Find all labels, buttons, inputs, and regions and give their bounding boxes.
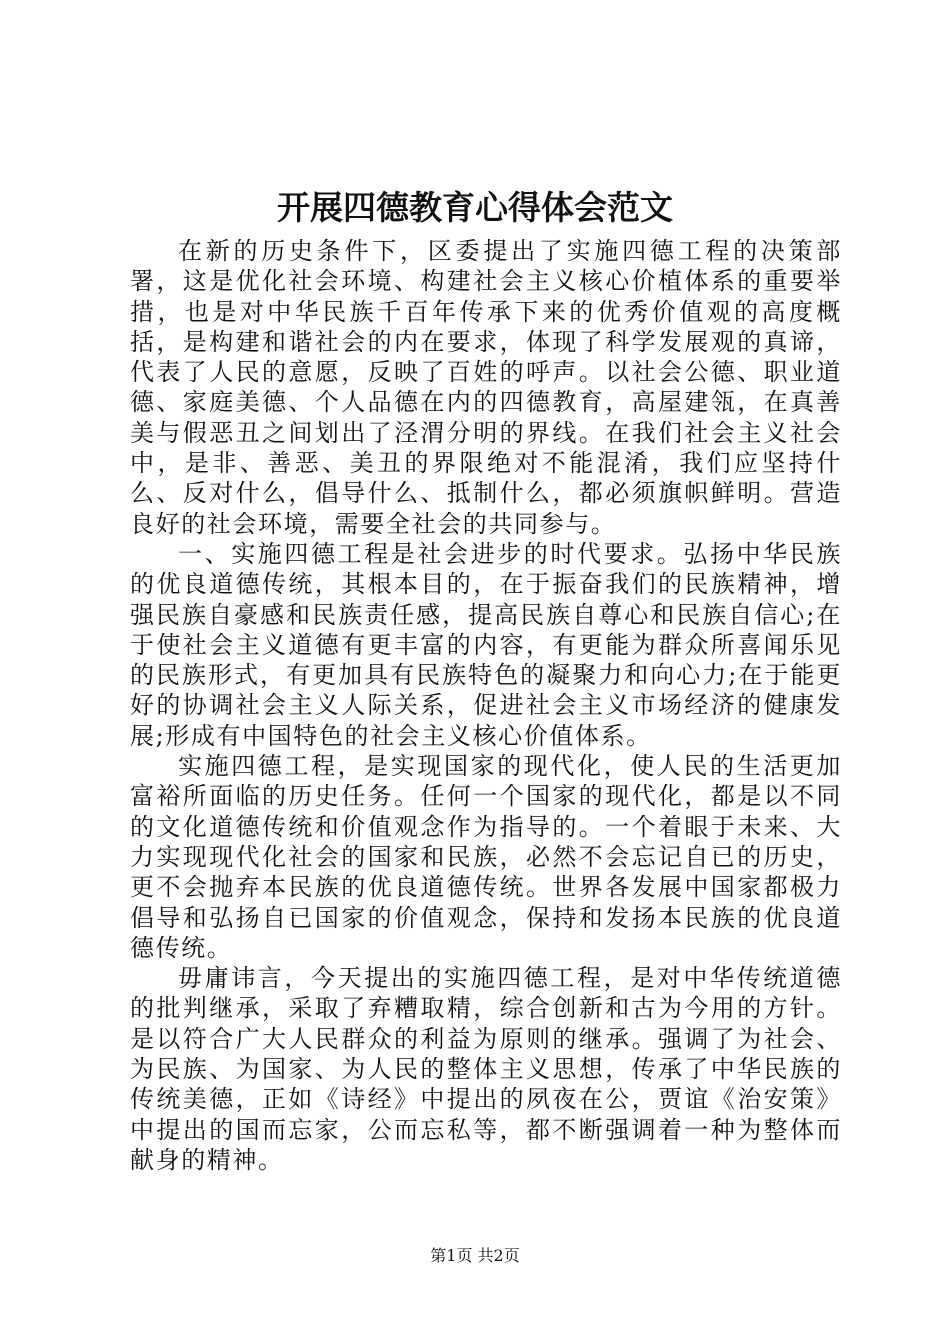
paragraph-modernization: 实施四德工程，是实现国家的现代化，使人民的生活更加富裕所面临的历史任务。任何一个国家的现代化，都是以不同的文化道德传统和价值观念作为指导的。一个着眼于未来、大力实现现代化社会的国家和民族，必然不会忘记自已的历史，更不会抛弃本民族的优良道德传统。世界各发展中国家都极力倡导和弘扬自已国家的价值观念，保持和发扬本民族的优良道德传统。	[130, 752, 842, 962]
document-body	[130, 236, 842, 1175]
page-number-footer: 第1页 共2页	[430, 1246, 520, 1265]
paragraph-tradition: 毋庸讳言，今天提出的实施四德工程，是对中华传统道德的批判继承，采取了弃糟取精，综合创新和古为今用的方针。是以符合广大人民群众的利益为原则的继承。强调了为社会、为民族、为国家、为人民的整体主义思想，传承了中华民族的传统美德，正如《诗经》中提出的夙夜在公，贾谊《治安策》中提出的国而忘家，公而忘私等，都不断强调着一种为整体而献身的精神。	[130, 964, 842, 1174]
paragraph-intro: 在新的历史条件下，区委提出了实施四德工程的决策部署，这是优化社会环境、构建社会主义核心价植体系的重要举措，也是对中华民族千百年传承下来的优秀价值观的高度概括，是构建和谐社会的内在要求，体现了科学发展观的真谛，代表了人民的意愿，反映了百姓的呼声。以社会公德、职业道德、家庭美德、个人品德在内的四德教育，高屋建瓴，在真善美与假恶丑之间划出了泾渭分明的界线。在我们社会主义社会中，是非、善恶、美丑的界限绝对不能混淆，我们应坚持什么、反对什么，倡导什么、抵制什么，都必须旗帜鲜明。营造良好的社会环境，需要全社会的共同参与。	[130, 237, 842, 538]
document-title: 开展四德教育心得体会范文	[277, 188, 673, 227]
paragraph-section-one: 一、实施四德工程是社会进步的时代要求。弘扬中华民族的优良道德传统，其根本目的，在于振奋我们的民族精神，增强民族自豪感和民族责任感，提高民族自尊心和民族自信心;在于使社会主义道德有更丰富的内容，有更能为群众所喜闻乐见的民族形式，有更加具有民族特色的凝聚力和向心力;在于能更好的协调社会主义人际关系，促进社会主义市场经济的健康发展;形成有中国特色的社会主义核心价值体系。	[130, 539, 842, 750]
